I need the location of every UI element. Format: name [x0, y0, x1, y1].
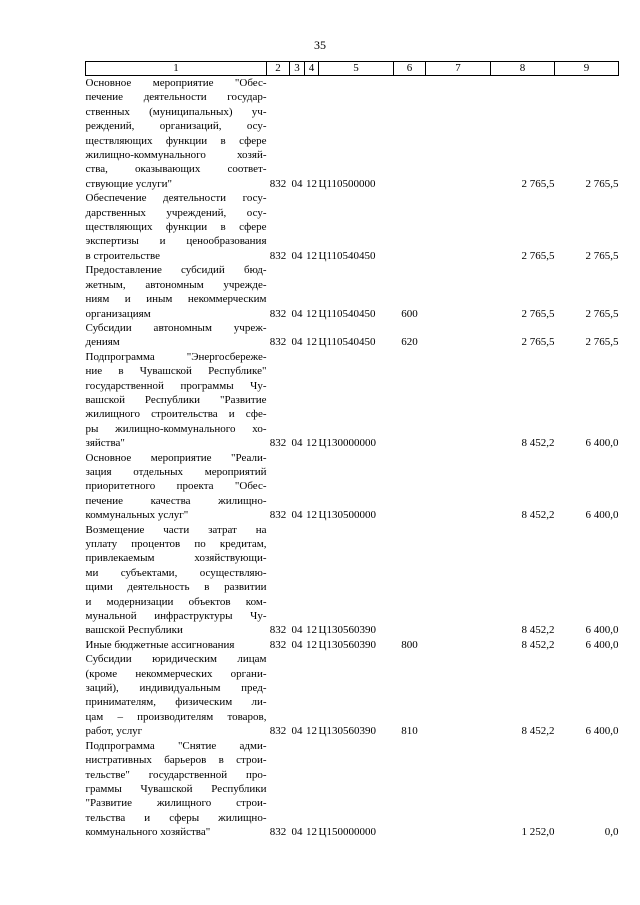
- item-name-line: печение деятельности государ-: [85, 91, 267, 104]
- table-row: [86, 739, 619, 840]
- section-code-cell: 04: [291, 826, 303, 839]
- target-article-cell: Ц130500000: [318, 509, 376, 522]
- item-name-line: зяйства": [85, 437, 125, 450]
- target-article-cell: Ц130560390: [318, 624, 376, 637]
- table-row: [86, 652, 619, 738]
- amount-year2-cell: 2 765,5: [585, 249, 619, 262]
- amount-year2-cell: 2 765,5: [585, 336, 619, 349]
- item-name-line: привлекаемым хозяйствующи-: [85, 552, 267, 565]
- amount-year2-cell: 6 400,0: [585, 638, 619, 651]
- target-article-cell: Ц110540450: [318, 336, 376, 349]
- amount-year2-cell: 2 765,5: [585, 177, 619, 190]
- expense-type-cell: [394, 523, 426, 638]
- section-code-cell: 04: [291, 624, 303, 637]
- item-name-line: ры жилищно-коммунального хо-: [85, 422, 267, 435]
- item-name-line: в строительстве: [85, 249, 161, 262]
- amount-year1-cell: 2 765,5: [521, 336, 555, 349]
- section-code-cell: 04: [291, 177, 303, 190]
- subsection-code-cell: 12: [306, 638, 317, 651]
- expense-type-cell: [394, 191, 426, 263]
- item-name-line: ществляющих функции в сфере: [85, 221, 267, 234]
- table-row: [86, 76, 619, 192]
- target-article-cell: Ц150000000: [318, 826, 376, 839]
- item-name-line: "Развитие жилищного строи-: [85, 797, 267, 810]
- column-7-cell: [426, 321, 491, 350]
- column-7-cell: [426, 451, 491, 523]
- item-name-line: ства, оказывающих соответ-: [85, 163, 267, 176]
- header-cell-3: 3: [290, 62, 305, 76]
- section-code-cell: 04: [291, 249, 303, 262]
- target-article-cell: Ц110540450: [318, 249, 376, 262]
- admin-code-cell: 832: [269, 307, 287, 320]
- item-name-line: печение качества жилищно-: [85, 494, 267, 507]
- expense-type-cell: 800: [401, 638, 418, 651]
- item-name-line: Подпрограмма "Снятие адми-: [85, 739, 267, 752]
- item-name-line: нистративных барьеров в строи-: [85, 754, 267, 767]
- item-name-line: жилищного строительства и сфе-: [85, 408, 267, 421]
- item-name-line: жилищно-коммунального хозяй-: [85, 149, 267, 162]
- item-name-line: дениям: [85, 336, 120, 349]
- admin-code-cell: 832: [269, 336, 287, 349]
- item-name-line: вашской Республики "Развитие: [85, 393, 267, 406]
- admin-code-cell: 832: [269, 638, 287, 651]
- column-7-cell: [426, 523, 491, 638]
- header-cell-6: 6: [394, 62, 426, 76]
- item-name-cell: [86, 638, 267, 652]
- item-name-cell: [86, 739, 267, 840]
- target-article-cell: Ц130560390: [318, 725, 376, 738]
- table-row: [86, 523, 619, 638]
- table-row: [86, 451, 619, 523]
- expense-type-cell: 620: [401, 336, 418, 349]
- target-article-cell: Ц110540450: [318, 307, 376, 320]
- item-name-line: жетным, автономным учрежде-: [85, 278, 267, 291]
- subsection-code-cell: 12: [306, 307, 317, 320]
- subsection-code-cell: 12: [306, 826, 317, 839]
- column-7-cell: [426, 263, 491, 321]
- subsection-code-cell: 12: [306, 725, 317, 738]
- admin-code-cell: 832: [269, 624, 287, 637]
- column-7-cell: [426, 739, 491, 840]
- amount-year1-cell: 2 765,5: [521, 307, 555, 320]
- admin-code-cell: 832: [269, 437, 287, 450]
- amount-year1-cell: 8 452,2: [521, 509, 555, 522]
- item-name-line: тельстве" государственной про-: [85, 768, 267, 781]
- item-name-line: коммунального хозяйства": [85, 826, 211, 839]
- item-name-line: и модернизации объектов ком-: [85, 595, 267, 608]
- item-name-line: Возмещение части затрат на: [85, 523, 267, 536]
- admin-code-cell: 832: [269, 177, 287, 190]
- subsection-code-cell: 12: [306, 177, 317, 190]
- item-name-line: ние в Чувашской Республике": [85, 365, 267, 378]
- item-name-line: Обеспечение деятельности госу-: [85, 192, 267, 205]
- table-row: [86, 191, 619, 263]
- header-cell-4: 4: [305, 62, 319, 76]
- header-cell-7: 7: [426, 62, 491, 76]
- item-name-line: заций), индивидуальным пред-: [85, 682, 267, 695]
- table-row: [86, 263, 619, 321]
- item-name-line: уплату процентов по кредитам,: [85, 538, 267, 550]
- amount-year2-cell: 6 400,0: [585, 624, 619, 637]
- item-name-line: государственной программы Чу-: [85, 379, 267, 392]
- item-name-line: Субсидии юридическим лицам: [85, 653, 267, 666]
- table-row: [86, 638, 619, 652]
- item-name-line: работ, услуг: [85, 725, 143, 738]
- item-name-cell: [86, 652, 267, 738]
- expense-type-cell: 810: [401, 725, 418, 738]
- column-7-cell: [426, 191, 491, 263]
- subsection-code-cell: 12: [306, 624, 317, 637]
- column-7-cell: [426, 638, 491, 652]
- subsection-code-cell: 12: [306, 336, 317, 349]
- item-name-cell: [86, 191, 267, 263]
- item-name-line: Основное мероприятие "Реали-: [85, 451, 267, 464]
- header-cell-2: 2: [267, 62, 290, 76]
- expense-type-cell: [394, 451, 426, 523]
- item-name-line: Иные бюджетные ассигнования: [85, 638, 235, 651]
- budget-table-body: [86, 76, 619, 840]
- item-name-line: зация отдельных мероприятий: [85, 465, 267, 478]
- table-row: [86, 321, 619, 350]
- subsection-code-cell: 12: [306, 509, 317, 522]
- item-name-line: ниям и иным некоммерческим: [85, 293, 267, 306]
- expense-type-cell: 600: [401, 307, 418, 320]
- item-name-line: мунальной инфраструктуры Чу-: [85, 610, 267, 623]
- item-name-line: (кроме некоммерческих органи-: [85, 667, 267, 680]
- amount-year1-cell: 1 252,0: [521, 826, 555, 839]
- column-7-cell: [426, 652, 491, 738]
- expense-type-cell: [394, 350, 426, 451]
- amount-year2-cell: 2 765,5: [585, 307, 619, 320]
- item-name-line: экспертизы и ценообразования: [85, 235, 267, 248]
- amount-year2-cell: 6 400,0: [585, 509, 619, 522]
- amount-year2-cell: 0,0: [604, 826, 619, 839]
- admin-code-cell: 832: [269, 725, 287, 738]
- target-article-cell: Ц110500000: [318, 177, 376, 190]
- item-name-cell: [86, 451, 267, 523]
- item-name-cell: [86, 76, 267, 192]
- item-name-line: Основное мероприятие "Обес-: [85, 77, 267, 89]
- item-name-line: принимателям, физическим ли-: [85, 696, 267, 709]
- subsection-code-cell: 12: [306, 437, 317, 450]
- amount-year1-cell: 2 765,5: [521, 177, 555, 190]
- item-name-line: тельства и сферы жилищно-: [85, 811, 267, 824]
- column-7-cell: [426, 350, 491, 451]
- item-name-cell: [86, 321, 267, 350]
- header-cell-5: 5: [319, 62, 394, 76]
- amount-year1-cell: 8 452,2: [521, 725, 555, 738]
- item-name-line: коммунальных услуг": [85, 509, 189, 522]
- item-name-cell: [86, 263, 267, 321]
- section-code-cell: 04: [291, 307, 303, 320]
- item-name-line: Субсидии автономным учреж-: [85, 321, 267, 334]
- target-article-cell: Ц130560390: [318, 638, 376, 651]
- item-name-line: Предоставление субсидий бюд-: [85, 264, 267, 277]
- section-code-cell: 04: [291, 437, 303, 450]
- amount-year1-cell: 8 452,2: [521, 638, 555, 651]
- item-name-line: реждений, организаций, осу-: [85, 120, 267, 133]
- header-cell-9: 9: [555, 62, 619, 76]
- item-name-line: организациям: [85, 307, 151, 320]
- item-name-cell: [86, 350, 267, 451]
- amount-year2-cell: 6 400,0: [585, 437, 619, 450]
- section-code-cell: 04: [291, 336, 303, 349]
- item-name-line: ствующие услуги": [85, 177, 172, 190]
- header-cell-8: 8: [491, 62, 555, 76]
- admin-code-cell: 832: [269, 826, 287, 839]
- expense-type-cell: [394, 739, 426, 840]
- budget-table: [85, 61, 619, 840]
- item-name-line: граммы Чувашской Республики: [85, 782, 267, 795]
- section-code-cell: 04: [291, 725, 303, 738]
- item-name-cell: [86, 523, 267, 638]
- item-name-line: щими деятельность в развитии: [85, 581, 267, 594]
- amount-year1-cell: 8 452,2: [521, 437, 555, 450]
- amount-year1-cell: 8 452,2: [521, 624, 555, 637]
- admin-code-cell: 832: [269, 509, 287, 522]
- header-row: [86, 62, 619, 76]
- header-cell-1: 1: [86, 62, 267, 76]
- expense-type-cell: [394, 76, 426, 192]
- item-name-line: вашской Республики: [85, 624, 183, 637]
- admin-code-cell: 832: [269, 249, 287, 262]
- item-name-line: дарственных учреждений, осу-: [85, 206, 267, 219]
- section-code-cell: 04: [291, 509, 303, 522]
- subsection-code-cell: 12: [306, 249, 317, 262]
- item-name-line: ществляющих функции в сфере: [85, 134, 267, 147]
- item-name-line: ственных (муниципальных) уч-: [85, 105, 267, 118]
- item-name-line: приоритетного проекта "Обес-: [85, 480, 267, 493]
- target-article-cell: Ц130000000: [318, 437, 376, 450]
- item-name-line: цам – производителям товаров,: [85, 710, 267, 723]
- column-7-cell: [426, 76, 491, 192]
- amount-year2-cell: 6 400,0: [585, 725, 619, 738]
- section-code-cell: 04: [291, 638, 303, 651]
- table-row: [86, 350, 619, 451]
- item-name-line: Подпрограмма "Энергосбереже-: [85, 350, 267, 363]
- amount-year1-cell: 2 765,5: [521, 249, 555, 262]
- item-name-line: ми субъектами, осуществляю-: [85, 566, 267, 579]
- page-number: 35: [314, 38, 326, 52]
